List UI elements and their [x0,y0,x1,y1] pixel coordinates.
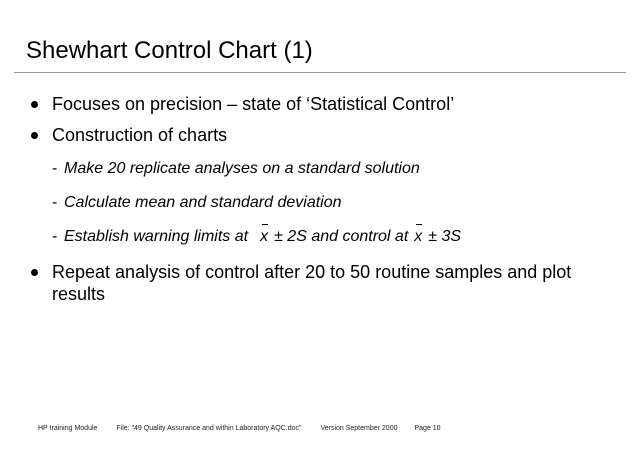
dash-marker: - [52,160,58,177]
bullet-list [26,93,626,305]
title-divider [14,72,626,73]
control-limit-text: ± 3S [428,228,462,245]
sub-item-text: Calculate mean and standard deviation [64,194,342,211]
bullet-item-construction [26,124,626,247]
warning-limit-text: ± 2S and control at [274,228,409,245]
dash-marker: - [52,194,58,211]
bullet-text: Repeat analysis of control after 20 to 50 routine samples and plot results [52,262,572,304]
overline-mark [416,224,422,225]
sub-list [52,159,626,247]
bullet-dot-icon [31,269,38,276]
dash-marker: - [52,228,58,245]
x-bar-letter: x [260,228,269,245]
bullet-text: Construction of charts [52,125,228,145]
bullet-item-precision [26,93,626,115]
sub-item-mean-sd [52,193,626,213]
bullet-dot-icon [31,132,38,139]
footer-version: Version September 2000 [320,425,398,432]
bullet-dot-icon [31,101,38,108]
footer-module: HP training Module [38,425,98,432]
page-footer [38,424,458,433]
x-bar-symbol [260,227,268,247]
overline-mark [262,224,268,225]
footer-page: Page 10 [414,425,441,432]
x-bar-letter: x [414,228,423,245]
limits-prefix: Establish warning limits at [64,228,249,245]
footer-file: File: "49 Quality Assurance and within Laboratory AQC.doc" [116,425,302,432]
sub-item-limits [52,227,626,247]
sub-item-replicates [52,159,626,179]
sub-item-text: Make 20 replicate analyses on a standard solution [64,160,420,177]
bullet-text: Focuses on precision – state of ‘Statistical Control’ [52,94,455,114]
bullet-item-repeat [26,261,626,305]
slide-title: Shewhart Control Chart (1) [26,37,313,64]
x-bar-symbol [414,227,422,247]
